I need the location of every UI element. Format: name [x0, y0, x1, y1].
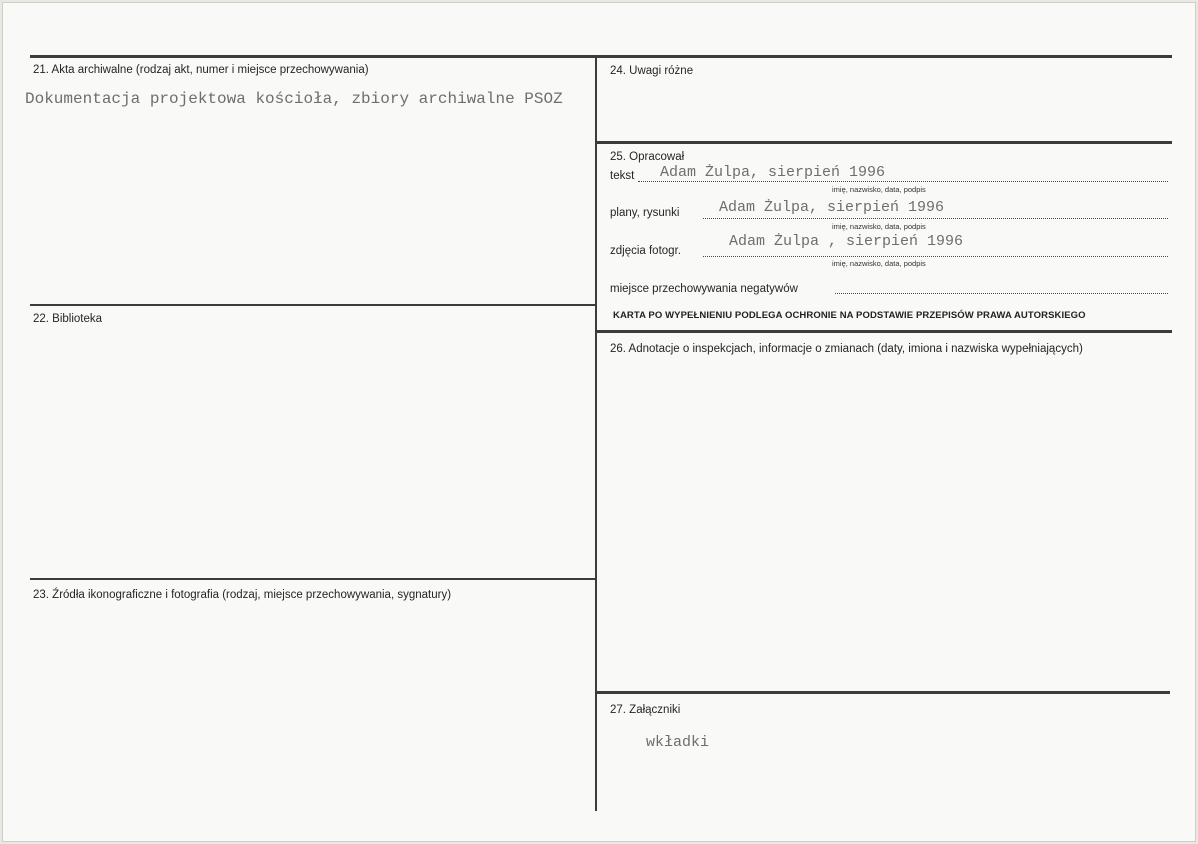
rule-25-26	[597, 330, 1172, 333]
tekst-typed-value: Adam Żulpa, sierpień 1996	[660, 164, 886, 181]
zdjecia-label: zdjęcia fotogr.	[610, 245, 681, 257]
section-22-label: 22. Biblioteka	[33, 313, 103, 325]
rule-24-25	[597, 141, 1172, 144]
inventory-card	[2, 2, 1196, 842]
tekst-label: tekst	[610, 170, 635, 182]
rule-26-27	[597, 691, 1170, 694]
tekst-dotted-line	[638, 181, 1168, 182]
rule-22-23	[30, 578, 596, 580]
negatywy-dotted-line	[835, 293, 1168, 294]
plany-hint: imię, nazwisko, data, podpis	[832, 222, 926, 231]
section-23-label: 23. Źródła ikonograficzne i fotografia (rodzaj, miejsce przechowywania, sygnatury)	[33, 589, 452, 601]
zdjecia-dotted-line	[703, 256, 1168, 257]
section-25-label: 25. Opracował	[610, 151, 685, 163]
rule-21-22	[30, 304, 596, 306]
zdjecia-typed-value: Adam Żulpa , sierpień 1996	[729, 233, 964, 250]
section-27-typed-text: wkładki	[646, 734, 710, 751]
negatywy-label: miejsce przechowywania negatywów	[610, 283, 798, 295]
plany-label: plany, rysunki	[610, 207, 680, 219]
tekst-hint: imię, nazwisko, data, podpis	[832, 185, 926, 194]
center-divider	[595, 57, 597, 811]
plany-typed-value: Adam Żulpa, sierpień 1996	[719, 199, 945, 216]
copyright-notice: KARTA PO WYPEŁNIENIU PODLEGA OCHRONIE NA PODSTAWIE PRZEPISÓW PRAWA AUTORSKIEGO	[613, 310, 1086, 321]
section-26-label: 26. Adnotacje o inspekcjach, informacje o zmianach (daty, imiona i nazwiska wypełniających)	[610, 343, 1083, 355]
section-27-label: 27. Załączniki	[610, 704, 681, 716]
section-24-label: 24. Uwagi różne	[610, 65, 694, 77]
zdjecia-hint: imię, nazwisko, data, podpis	[832, 259, 926, 268]
section-21-typed-text: Dokumentacja projektowa kościoła, zbiory archiwalne PSOZ	[25, 90, 563, 108]
section-21-label: 21. Akta archiwalne (rodzaj akt, numer i miejsce przechowywania)	[33, 64, 369, 76]
top-rule	[30, 55, 1172, 58]
plany-dotted-line	[703, 218, 1168, 219]
